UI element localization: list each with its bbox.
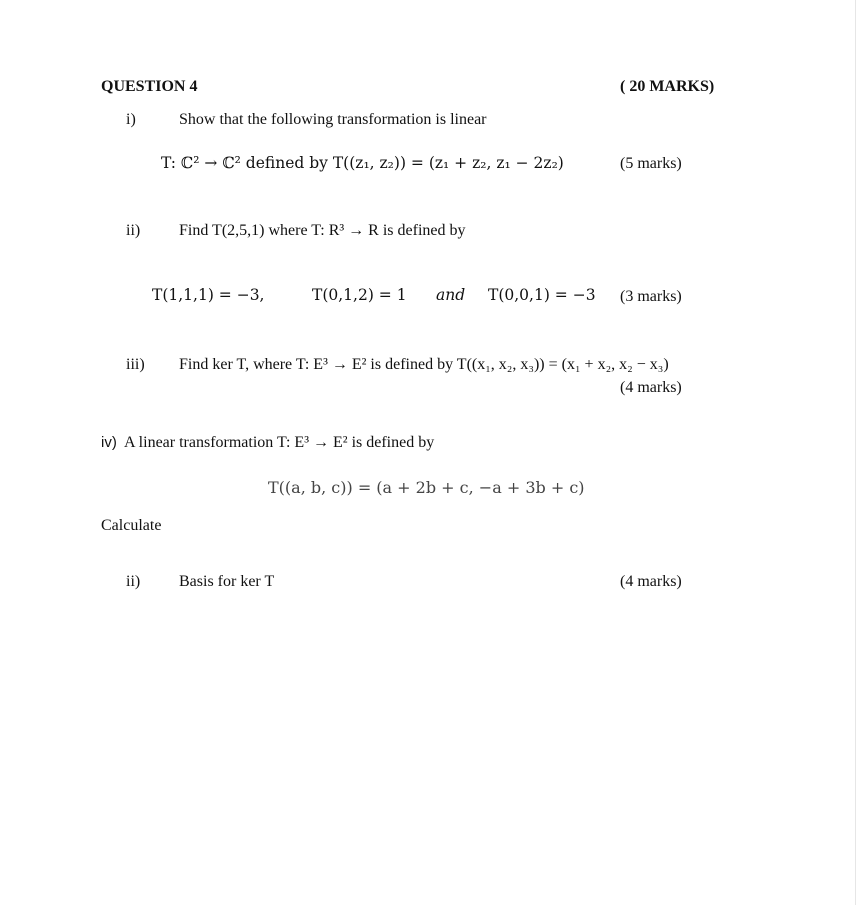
question-title: QUESTION 4 — [101, 78, 198, 95]
part-i-instruction: Show that the following transformation is linear — [179, 111, 487, 128]
part-ii-condition-3: T(0,0,1) = −3 — [488, 286, 596, 304]
sub-ii-marks: (4 marks) — [620, 573, 682, 590]
calculate-label: Calculate — [101, 517, 162, 534]
total-marks: ( 20 MARKS) — [620, 78, 715, 95]
part-ii-label: ii) — [126, 222, 141, 239]
sub-ii-text: Basis for ker T — [179, 573, 275, 590]
part-iii-marks: (4 marks) — [620, 379, 682, 396]
part-iii-instruction: Find ker T, where T: E³ → E² is defined by T((x₁, x₂, x₃)) = (x₁ + x₂, x₂ − x₃) — [179, 356, 669, 373]
part-ii-instruction: Find T(2,5,1) where T: R³ → R is defined by — [179, 222, 466, 239]
part-ii-condition-1: T(1,1,1) = −3, — [152, 286, 265, 304]
part-iii-label: iii) — [126, 356, 145, 373]
part-iv-math: T((a, b, c)) = (a + 2b + c, −a + 3b + c) — [268, 478, 585, 497]
part-iv-label: iv) — [101, 434, 117, 451]
part-ii-marks: (3 marks) — [620, 288, 682, 305]
part-i-label: i) — [126, 111, 136, 128]
part-i-marks: (5 marks) — [620, 155, 682, 172]
sub-ii-label: ii) — [126, 573, 141, 590]
part-ii-conjunction: and — [436, 286, 466, 304]
part-ii-condition-2: T(0,1,2) = 1 — [312, 286, 407, 304]
part-i-math: T: ℂ² → ℂ² defined by T((z₁, z₂)) = (z₁ + z₂, z₁ − 2z₂) — [161, 154, 564, 172]
part-iv-instruction: A linear transformation T: E³ → E² is defined by — [124, 434, 435, 451]
